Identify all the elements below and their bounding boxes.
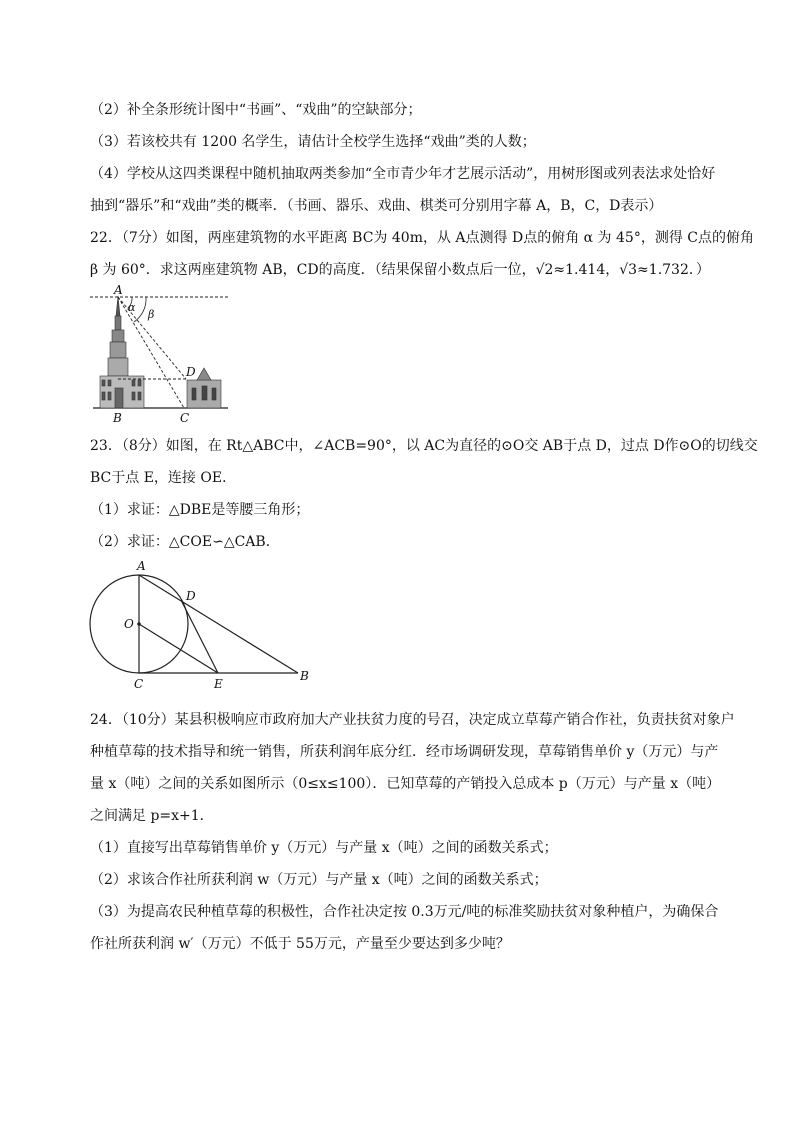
label-alpha: α bbox=[128, 301, 136, 314]
q24-part3-line2: 作社所获利润 w′（万元）不低于 55万元，产量至少要达到多少吨？ bbox=[90, 936, 510, 952]
q24-part2: （2）求该合作社所获利润 w（万元）与产量 x（吨）之间的函数关系式； bbox=[90, 872, 548, 888]
label-D: D bbox=[186, 589, 196, 603]
q21-part4-line2: 抽到“器乐”和“戏曲”类的概率．（书画、器乐、戏曲、棋类可分别用字幕 A，B，C，D表示） bbox=[90, 198, 663, 214]
q22-line1: 22．（7分）如图，两座建筑物的水平距离 BC为 40m，从 A点测得 D点的俯角 α 为 45°，测得 C点的俯角 bbox=[90, 230, 754, 246]
center-point-O bbox=[137, 622, 141, 626]
q21-part3: （3）若该校共有 1200 名学生，请估计全校学生选择“戏曲”类的人数； bbox=[90, 134, 536, 150]
label-A: A bbox=[114, 284, 123, 297]
q23-part2: （2）求证：△COE∽△CAB． bbox=[90, 534, 280, 550]
label-C: C bbox=[134, 677, 144, 691]
q21-part4-line1: （4）学校从这四类课程中随机抽取两类参加“全市青少年才艺展示活动”，用树形图或列表法求处恰好 bbox=[90, 166, 716, 182]
q24-line3: 量 x（吨）之间的关系如图所示（0≤x≤100）．已知草莓的产销投入总成本 p（万元）与产量 x（吨） bbox=[90, 776, 721, 792]
q23-part1: （1）求证：△DBE是等腰三角形； bbox=[90, 502, 310, 518]
q22-line2: β 为 60°．求这两座建筑物 AB，CD的高度．（结果保留小数点后一位，√2≈1.414，√3≈1.732．） bbox=[90, 262, 710, 278]
q24-line2: 种植草莓的技术指导和统一销售，所获利润年底分红．经市场调研发现，草莓销售单价 y（万元）与产 bbox=[90, 744, 719, 760]
q23-line1: 23．（8分）如图，在 Rt△ABC中，∠ACB=90°，以 AC为直径的⊙O交 AB于点 D，过点 D作⊙O的切线交 bbox=[90, 438, 758, 454]
q23-line2: BC于点 E，连接 OE． bbox=[90, 470, 237, 486]
label-E: E bbox=[214, 677, 223, 691]
q24-part1: （1）直接写出草莓销售单价 y（万元）与产量 x（吨）之间的函数关系式； bbox=[90, 840, 558, 856]
label-B: B bbox=[113, 411, 122, 425]
label-beta: β bbox=[148, 308, 155, 321]
q23-figure bbox=[88, 558, 318, 694]
label-A: A bbox=[137, 559, 146, 573]
q22-figure bbox=[88, 284, 233, 426]
tower-building bbox=[100, 296, 144, 408]
label-C: C bbox=[180, 411, 190, 425]
q24-part3-line1: （3）为提高农民种植草莓的积极性，合作社决定按 0.3万元/吨的标准奖励扶贫对象种植户，为确保合 bbox=[90, 904, 719, 920]
q21-part2: （2）补全条形统计图中“书画”、“戏曲”的空缺部分； bbox=[90, 102, 422, 118]
label-B: B bbox=[300, 669, 309, 683]
q24-line4: 之间满足 p=x+1． bbox=[90, 808, 214, 824]
label-O: O bbox=[124, 617, 134, 631]
q24-line1: 24．（10分）某县积极响应市政府加大产业扶贫力度的号召，决定成立草莓产销合作社，负责扶贫对象户 bbox=[90, 712, 735, 728]
label-D: D bbox=[186, 365, 196, 379]
segment-AB bbox=[139, 575, 298, 673]
